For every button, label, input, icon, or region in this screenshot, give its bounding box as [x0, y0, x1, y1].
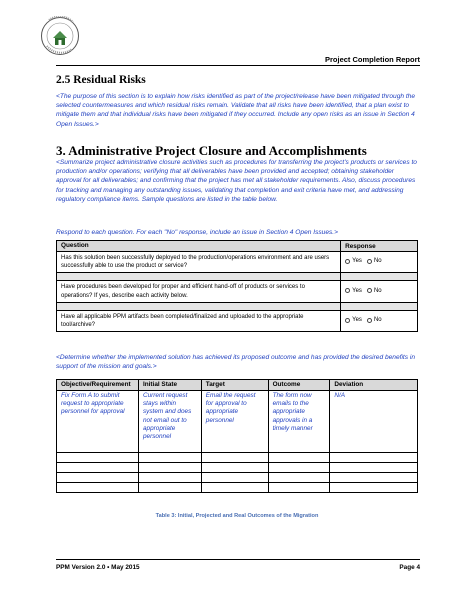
- outcome-guidance: <Determine whether the implemented solution has achieved its proposed outcome and has provided the desired benefits in support of the mission and goals.>: [56, 354, 416, 371]
- response-cell: [341, 310, 418, 331]
- response-cell: [341, 252, 418, 273]
- table-header-row: [57, 380, 418, 391]
- spacer-row: [57, 273, 418, 281]
- closure-question-table: [56, 240, 418, 332]
- outcome-column-header: Outcome: [268, 380, 330, 391]
- yes-label: Yes: [352, 287, 362, 294]
- response-instruction: Respond to each question. For each "No" response, include an issue in Section 4 Open Issues.>: [56, 229, 338, 236]
- radio-circle-icon: [345, 259, 350, 264]
- response-column-header: Response: [341, 241, 418, 252]
- table-row: [57, 252, 418, 273]
- radio-circle-icon: [345, 288, 350, 293]
- example-initial-state[interactable]: Current request stays within system and does not email out to appropriate personnel: [138, 391, 201, 453]
- example-target[interactable]: Email the request for approval to appropriate personnel: [201, 391, 268, 453]
- yes-radio[interactable]: [345, 316, 362, 324]
- radio-circle-icon: [367, 318, 372, 323]
- objective-column-header: Objective/Requirement: [57, 380, 139, 391]
- no-label: No: [373, 287, 382, 294]
- table-caption: Table 3: Initial, Projected and Real Outcomes of the Migration: [155, 513, 319, 519]
- no-label: No: [373, 317, 382, 324]
- footer-page-number: Page 4: [399, 564, 420, 571]
- table-row: [57, 463, 418, 473]
- table-row: [57, 483, 418, 493]
- outcomes-table: [56, 379, 418, 493]
- closure-guidance: <Summarize project administrative closure activities such as procedures for transferring the project's products or services to production and/or operations; verifying that all deliverables have been provided and accepted; obtaining stakeholder approval for all deliverables; and confirming that the project has met all stakeholder requirements. Also, discuss procedures for tracking and managing any outstanding issues, validating that completion and exit criteria have met, and addressing regulatory compliance items. Sample questions are listed in the table below.: [56, 159, 417, 203]
- no-radio[interactable]: [367, 257, 382, 265]
- report-title: Project Completion Report: [324, 55, 420, 64]
- example-objective[interactable]: Fix Form A to submit request to appropriate personnel for approval: [57, 391, 139, 453]
- radio-circle-icon: [345, 318, 350, 323]
- footer-divider: [56, 559, 420, 560]
- table-row: [57, 453, 418, 463]
- footer-version: PPM Version 2.0 • May 2015: [56, 564, 140, 571]
- table-row: [57, 281, 418, 302]
- question-text: Have procedures been developed for proper and efficient hand-off of products or services to operations? If yes, describe each activity below.: [57, 281, 341, 302]
- initial-state-column-header: Initial State: [138, 380, 201, 391]
- no-radio[interactable]: [367, 287, 382, 295]
- radio-circle-icon: [367, 259, 372, 264]
- table-row: [57, 391, 418, 453]
- no-label: No: [373, 258, 382, 265]
- radio-circle-icon: [367, 288, 372, 293]
- section-heading-closure: 3. Administrative Project Closure and Accomplishments: [56, 143, 367, 158]
- question-column-header: Question: [57, 241, 341, 252]
- residual-risks-guidance: <The purpose of this section is to explain how risks identified as part of the project/release have been mitigated through the selected countermeasures and which residual risks remain. Validate that all risks have been identified, that a plan exist to mitigate them and that individual risks have been mitigated if they occurred. Include any open risks as an issue in Section 4 Open Issues.>: [56, 93, 416, 128]
- header-divider: [56, 65, 420, 66]
- spacer-row: [57, 302, 418, 310]
- section-heading-residual-risks: 2.5 Residual Risks: [56, 74, 146, 86]
- yes-radio[interactable]: [345, 287, 362, 295]
- example-deviation[interactable]: N/A: [330, 391, 418, 453]
- table-row: [57, 310, 418, 331]
- question-text: Has this solution been successfully deployed to the production/operations environment and are users successfully able to use the product or service?: [57, 252, 341, 273]
- question-text: Have all applicable PPM artifacts been completed/finalized and uploaded to the appropriate tool/archive?: [57, 310, 341, 331]
- deviation-column-header: Deviation: [330, 380, 418, 391]
- yes-label: Yes: [352, 317, 362, 324]
- no-radio[interactable]: [367, 316, 382, 324]
- example-outcome[interactable]: The form now emails to the appropriate approvals in a timely manner: [268, 391, 330, 453]
- yes-radio[interactable]: [345, 257, 362, 265]
- yes-label: Yes: [352, 258, 362, 265]
- target-column-header: Target: [201, 380, 268, 391]
- hud-seal-logo: [40, 16, 80, 56]
- table-row: [57, 473, 418, 483]
- response-cell: [341, 281, 418, 302]
- table-header-row: [57, 241, 418, 252]
